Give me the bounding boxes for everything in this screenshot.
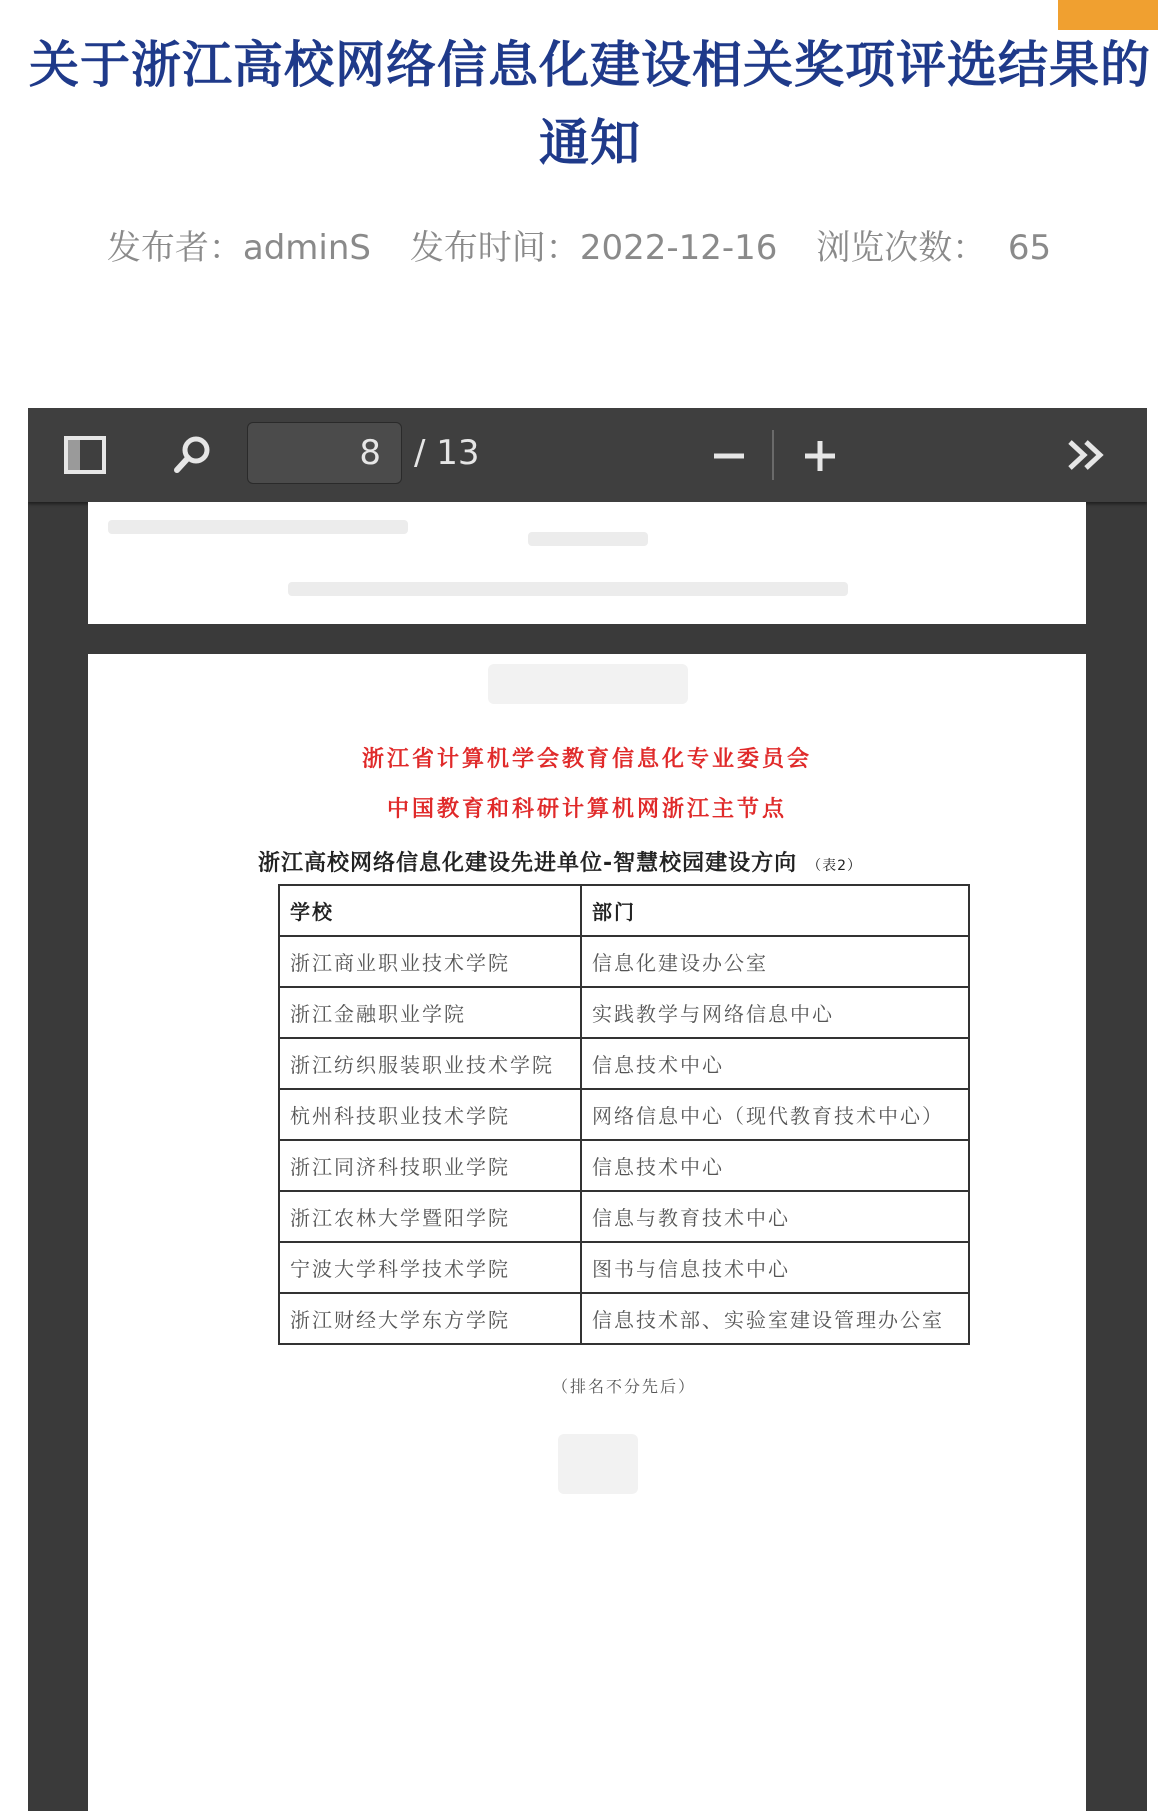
pdf-viewer[interactable]: [28, 408, 1147, 1811]
double-chevron-right-icon[interactable]: [1062, 430, 1112, 480]
cell-department: 信息技术中心: [581, 1038, 969, 1089]
table-row: [279, 1191, 969, 1242]
cell-school: 宁波大学科学技术学院: [279, 1242, 581, 1293]
publish-time-label: 发布时间：: [409, 228, 580, 268]
view-count-info: [816, 228, 1051, 268]
table-row: [279, 1089, 969, 1140]
cell-school: 浙江金融职业学院: [279, 987, 581, 1038]
header-department: 部门: [581, 885, 969, 936]
publish-time-info: [410, 228, 778, 268]
faded-text: [288, 582, 848, 596]
publisher-info: [107, 228, 371, 268]
pdf-page-previous: [88, 502, 1086, 624]
faded-watermark: [558, 1434, 638, 1494]
publisher-value: adminS: [242, 228, 371, 268]
cell-department: 信息技术部、实验室建设管理办公室: [581, 1293, 969, 1344]
table-footnote: （排名不分先后）: [551, 1377, 696, 1396]
cell-school: 杭州科技职业技术学院: [279, 1089, 581, 1140]
view-count-label: 浏览次数：: [816, 228, 987, 268]
faded-text: [528, 532, 648, 546]
table-note: （表2）: [807, 858, 863, 874]
pdf-page-current: [88, 654, 1086, 1811]
cell-school: 浙江农林大学暨阳学院: [279, 1191, 581, 1242]
table-row: [279, 1242, 969, 1293]
table-title: [258, 846, 1018, 877]
toolbar-divider: [772, 430, 774, 480]
cell-school: 浙江纺织服装职业技术学院: [279, 1038, 581, 1089]
table-row: [279, 987, 969, 1038]
cell-department: 实践教学与网络信息中心: [581, 987, 969, 1038]
cell-school: 浙江同济科技职业学院: [279, 1140, 581, 1191]
faded-watermark: [488, 664, 688, 704]
header-school: 学校: [279, 885, 581, 936]
cell-department: 信息技术中心: [581, 1140, 969, 1191]
cell-school: 浙江财经大学东方学院: [279, 1293, 581, 1344]
view-count-value: 65: [1007, 228, 1052, 268]
pdf-toolbar: [28, 408, 1147, 502]
page-number-input[interactable]: 8: [247, 422, 402, 484]
publisher-label: 发布者：: [106, 228, 243, 268]
table-row: [279, 1140, 969, 1191]
table-row: [279, 1038, 969, 1089]
awards-table: [278, 884, 970, 1345]
org-name-line-2: 中国教育和科研计算机网浙江主节点: [386, 797, 787, 822]
table-header-row: [279, 885, 969, 936]
cell-department: 图书与信息技术中心: [581, 1242, 969, 1293]
publish-time-value: 2022-12-16: [579, 228, 778, 268]
article-meta: [0, 220, 1158, 269]
cell-school: 浙江商业职业技术学院: [279, 936, 581, 987]
minus-icon[interactable]: [704, 430, 754, 480]
page-title: 关于浙江高校网络信息化建设相关奖项评选结果的通知: [29, 36, 1151, 172]
cell-department: 信息与教育技术中心: [581, 1191, 969, 1242]
faded-text: [108, 520, 408, 534]
page-total: / 13: [414, 433, 480, 473]
cell-department: 信息化建设办公室: [581, 936, 969, 987]
table-title-text: 浙江高校网络信息化建设先进单位-智慧校园建设方向: [258, 851, 798, 876]
search-icon[interactable]: [168, 430, 218, 480]
sidebar-toggle-icon[interactable]: [60, 430, 110, 480]
table-row: [279, 1293, 969, 1344]
cell-department: 网络信息中心（现代教育技术中心）: [581, 1089, 969, 1140]
org-name-line-1: 浙江省计算机学会教育信息化专业委员会: [361, 747, 812, 772]
plus-icon[interactable]: [795, 430, 845, 480]
table-row: [279, 936, 969, 987]
